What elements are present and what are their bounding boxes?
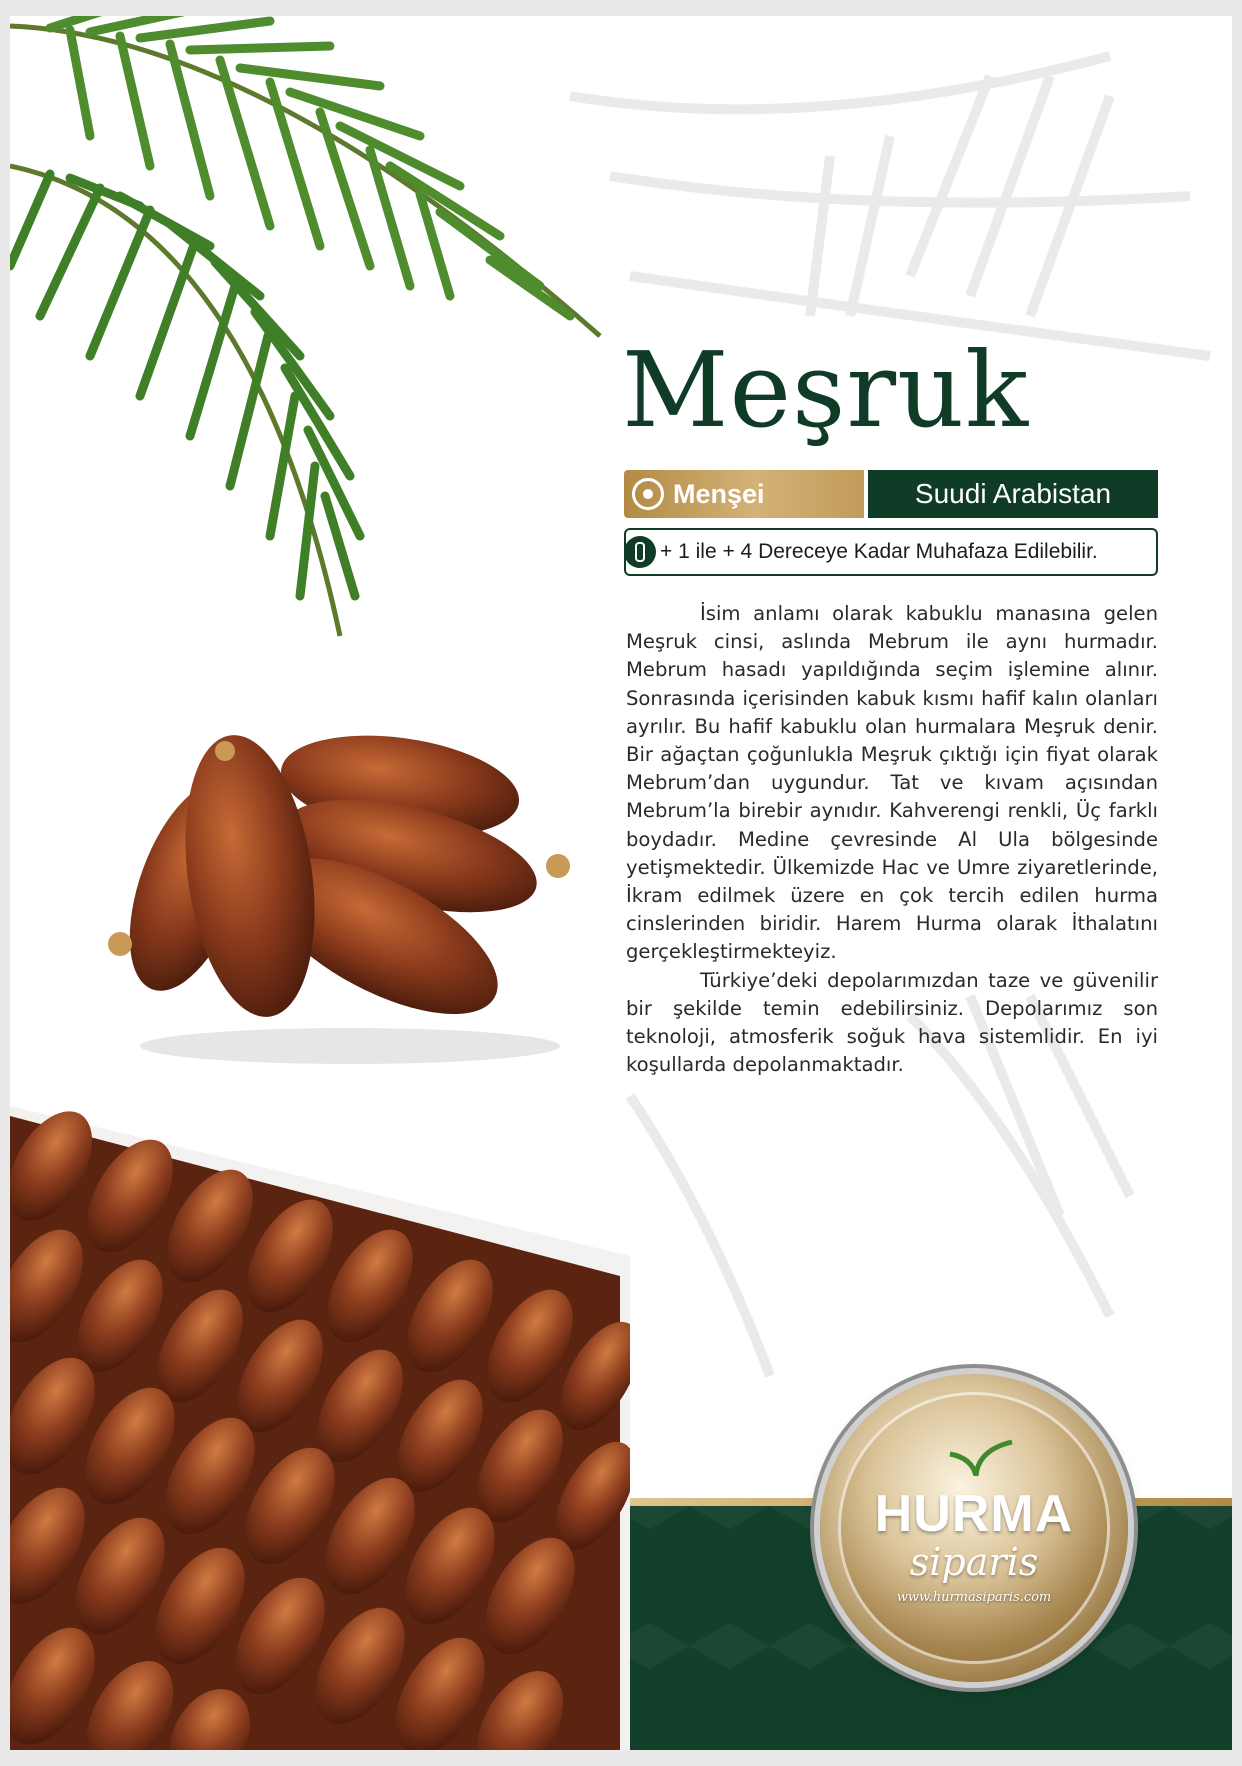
description-paragraph-2: Türkiye’deki depolarımızdan taze ve güvenilir bir şekilde temin edebilirsiniz. Depolarımız son teknoloji, atmosferik soğuk hava sistemlidir. En iyi koşullarda depolanmaktadır. — [626, 968, 1158, 1077]
box-of-dates-image — [10, 1106, 630, 1750]
origin-label: Menşei — [673, 478, 765, 509]
dates-cluster-image — [80, 716, 600, 1076]
hurma-siparis-logo — [820, 1374, 1128, 1682]
thermometer-icon — [624, 536, 656, 568]
product-sheet — [10, 16, 1232, 1750]
location-pin-icon — [632, 478, 664, 510]
origin-label-box — [624, 470, 864, 518]
origin-value: Suudi Arabistan — [868, 470, 1158, 518]
product-title: Meşruk — [622, 329, 1030, 451]
sprout-icon — [936, 1436, 1016, 1476]
storage-note-box — [624, 528, 1158, 576]
palm-leaf-image — [10, 16, 630, 656]
logo-brand: HURMA — [874, 1485, 1074, 1543]
logo-script: siparis — [909, 1540, 1039, 1584]
description-paragraph-1: İsim anlamı olarak kabuklu manasına gelen Meşruk cinsi, aslında Mebrum ile aynı hurmadır. Mebrum hasadı yapıldığında seçim işlemine alınır. Sonrasında içerisinden kabuk kısmı hafif kalın olanları ayrılır. Bu hafif kabuklu olan hurmalara Meşruk denir. Bir ağaçtan çoğunlukla Meşruk çıktığı için fiyat olarak Mebrum’dan uygundur. Tat ve kıvam açısından Mebrum’la birebir aynıdır. Kahverengi renkli, Üç farklı boydadır. Medine çevresinde Al Ula bölgesinde yetişmektedir. Ülkemizde Hac ve Umre ziyaretlerinde, İkram edilmek üzere en çok tercih edilen hurma cinslerinden biridir. Harem Hurma olarak İthalatını gerçekleştirmekteyiz. — [626, 602, 1158, 964]
logo-url: www.hurmasiparis.com — [896, 1590, 1052, 1605]
product-description — [626, 600, 1158, 1079]
storage-note: + 1 ile + 4 Dereceye Kadar Muhafaza Edilebilir. — [660, 540, 1098, 563]
